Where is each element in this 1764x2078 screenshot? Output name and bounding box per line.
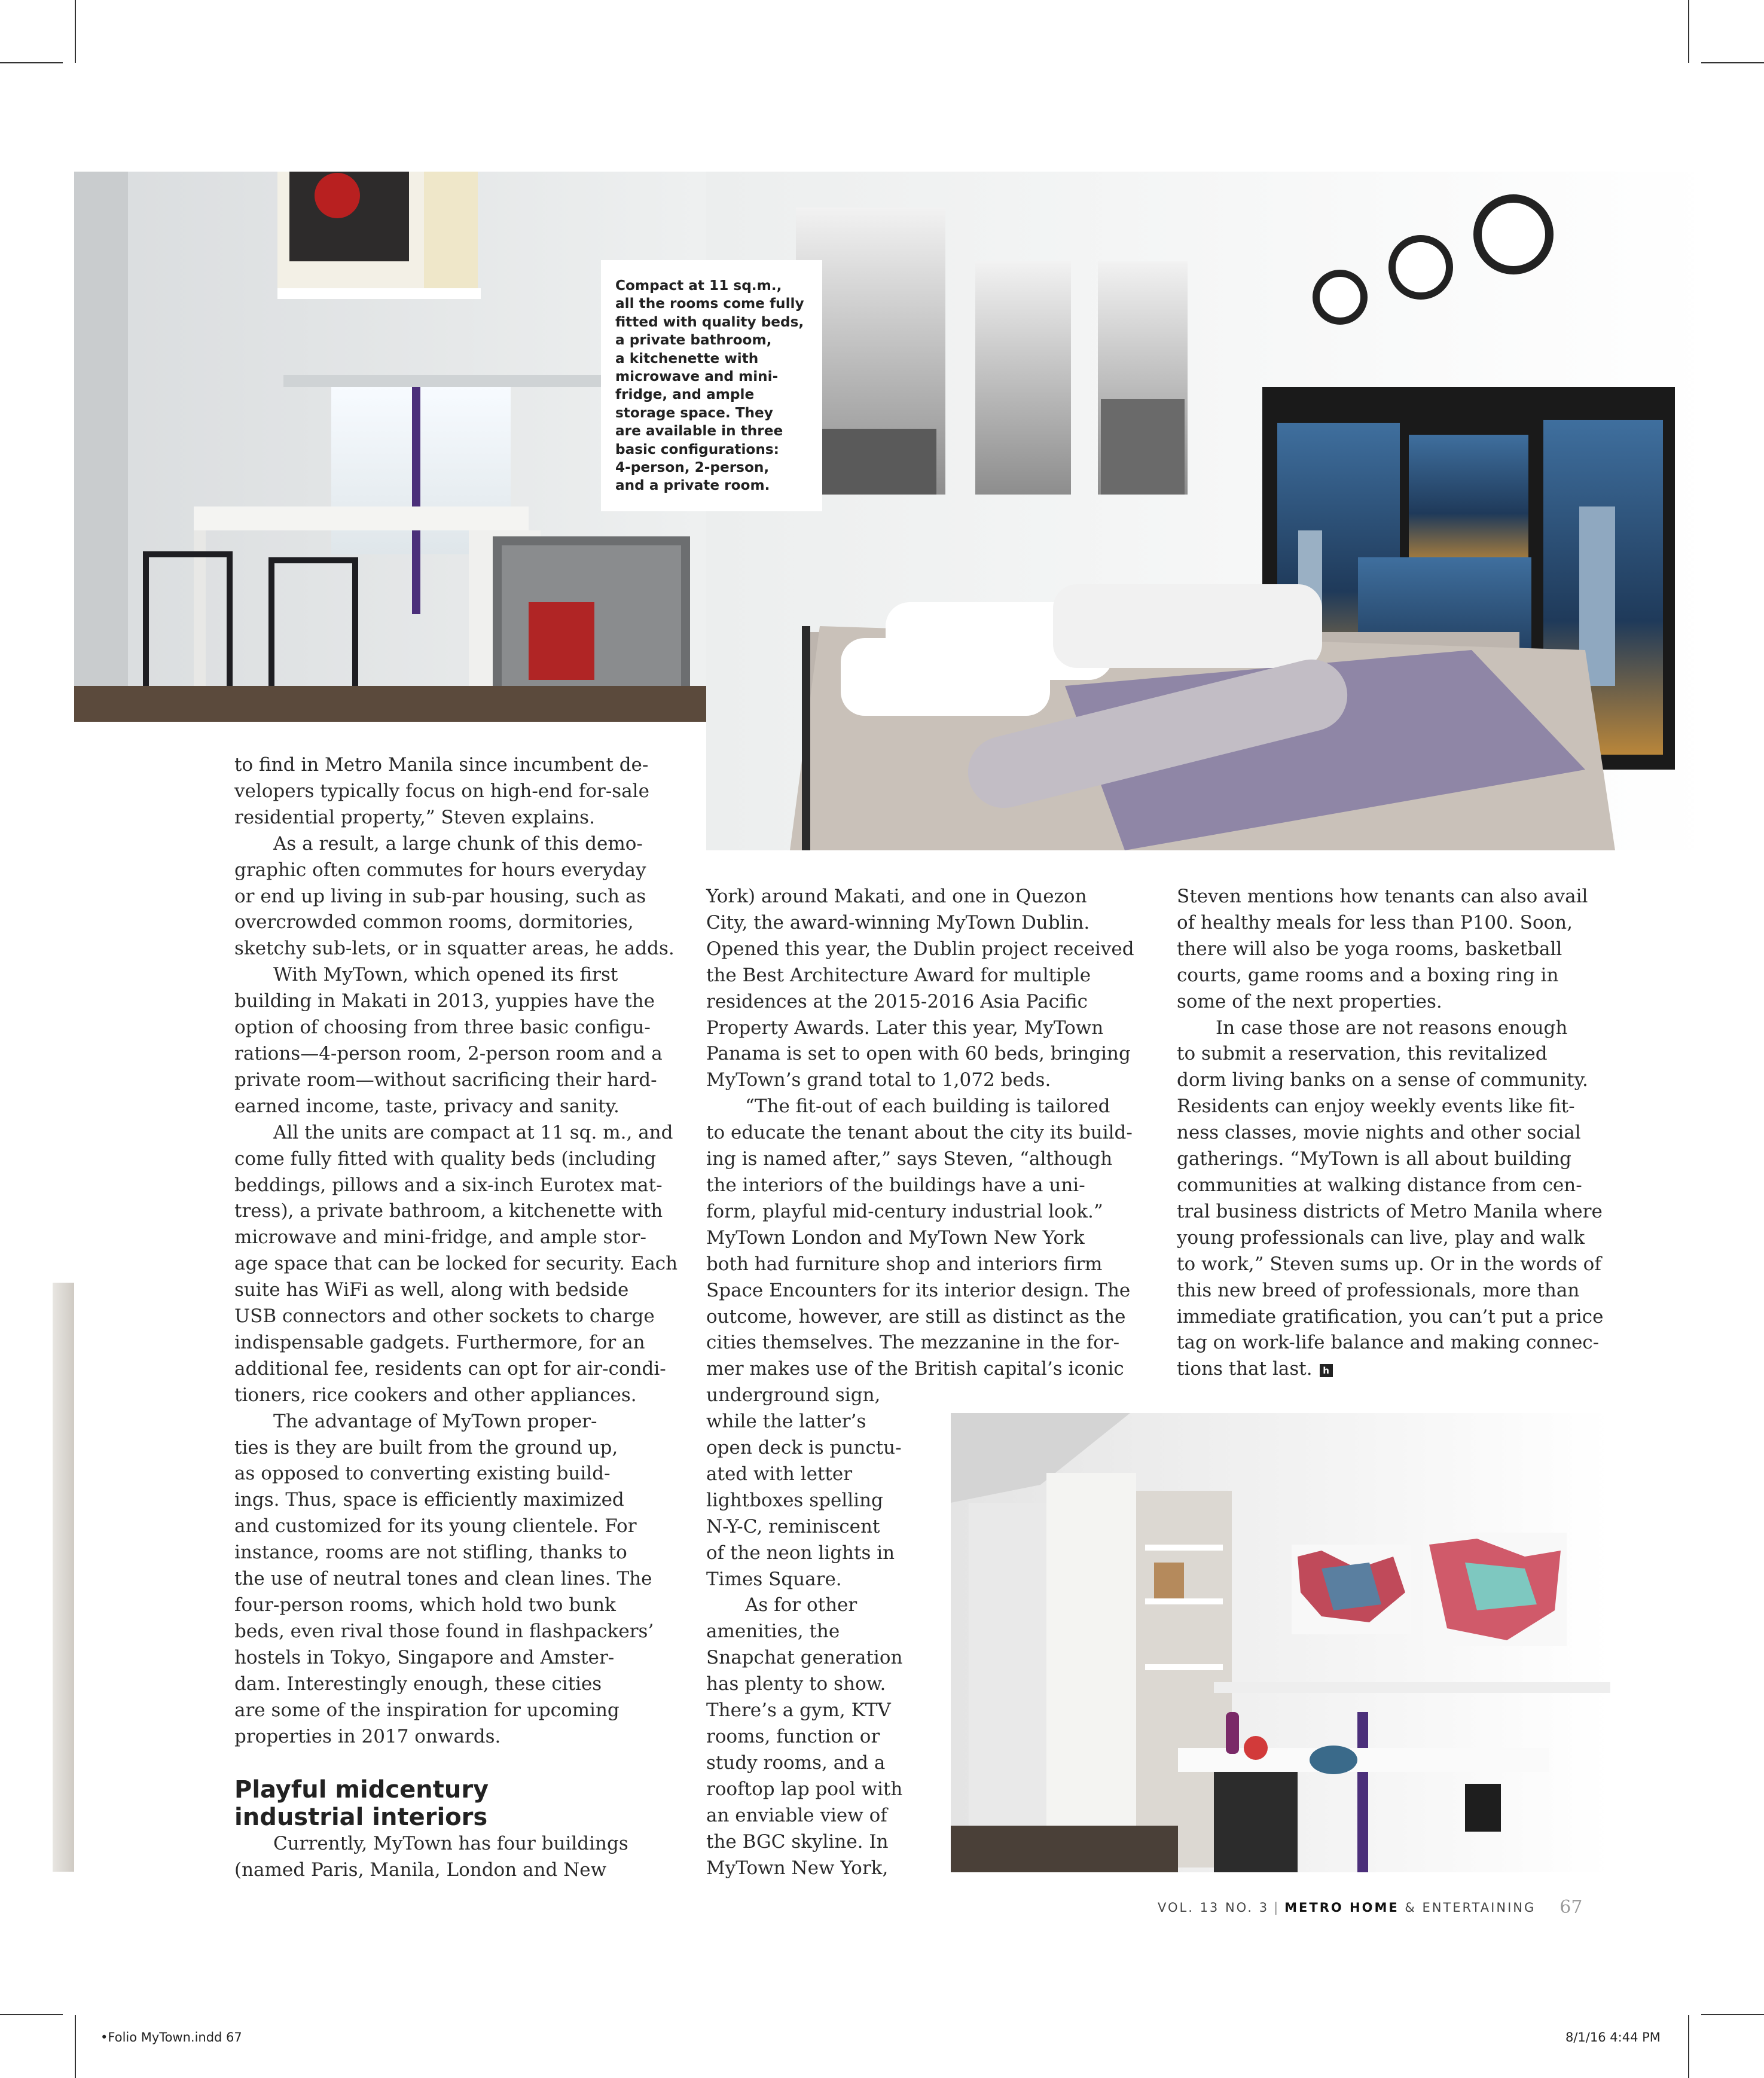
body-line: amenities, the xyxy=(706,1621,840,1643)
body-line: communities at walking distance from cen- xyxy=(1177,1174,1582,1196)
crop-mark xyxy=(1688,2015,1689,2078)
body-line: study rooms, and a xyxy=(706,1751,886,1774)
body-line: Snapchat generation xyxy=(706,1647,903,1669)
body-line: an enviable view of xyxy=(706,1804,887,1826)
body-line: some of the next properties. xyxy=(1177,990,1442,1012)
body-line: velopers typically focus on high-end for-sale xyxy=(234,780,649,802)
body-line: ated with letter xyxy=(706,1463,853,1485)
caption-line: Compact at 11 sq.m., xyxy=(615,277,782,294)
body-line: both had furniture shop and interiors firm xyxy=(706,1253,1103,1275)
body-line: tag on work-life balance and making connec- xyxy=(1177,1332,1600,1354)
body-line: outcome, however, are still as distinct as the xyxy=(706,1305,1126,1328)
crop-mark xyxy=(0,2014,63,2015)
body-line: cities themselves. The mezzanine in the for- xyxy=(706,1332,1120,1354)
body-line: dorm living banks on a sense of community. xyxy=(1177,1069,1588,1091)
body-line: the Best Architecture Award for multiple xyxy=(706,964,1091,986)
body-line: rooftop lap pool with xyxy=(706,1778,903,1800)
body-line: to educate the tenant about the city its build- xyxy=(706,1122,1133,1144)
body-line: ties is they are built from the ground up, xyxy=(234,1436,618,1458)
body-line: City, the award-winning MyTown Dublin. xyxy=(706,911,1090,933)
body-line: of healthy meals for less than P100. Soon, xyxy=(1177,911,1573,933)
body-line: MyTown London and MyTown New York xyxy=(706,1226,1085,1249)
body-line: this new breed of professionals, more than xyxy=(1177,1279,1580,1301)
body-line: mer makes use of the British capital’s iconic xyxy=(706,1358,1124,1380)
body-line: underground sign, xyxy=(706,1384,881,1406)
body-line: earned income, taste, privacy and sanity. xyxy=(234,1095,619,1117)
section-spacer xyxy=(234,1750,671,1776)
body-line: tress), a private bathroom, a kitchenette with xyxy=(234,1200,663,1222)
body-line: USB connectors and other sockets to charge xyxy=(234,1305,655,1328)
body-line: rooms, function or xyxy=(706,1726,880,1747)
body-line: indispensable gadgets. Furthermore, for an xyxy=(234,1331,645,1353)
room-photo-desk xyxy=(951,1413,1610,1872)
room-photo-bedroom xyxy=(706,172,1712,850)
article-column-3 xyxy=(1177,884,1619,1383)
photo-caption xyxy=(601,260,822,511)
body-line: York) around Makati, and one in Quezon xyxy=(706,886,1087,907)
body-line: “The fit-out of each building is tailored xyxy=(745,1096,1110,1118)
body-line: immediate gratification, you can’t put a price xyxy=(1177,1305,1604,1328)
body-line: graphic often commutes for hours everyday xyxy=(234,859,646,881)
caption-line: and a private room. xyxy=(615,477,770,494)
body-line: young professionals can live, play and walk xyxy=(1177,1226,1585,1249)
crop-mark xyxy=(1701,2014,1764,2015)
body-line: The advantage of MyTown proper- xyxy=(273,1410,597,1432)
body-line: and customized for its young clientele. For xyxy=(234,1515,637,1537)
body-line: Residents can enjoy weekly events like fit- xyxy=(1177,1096,1575,1118)
section-heading: industrial interiors xyxy=(234,1804,488,1832)
body-line: sketchy sub-lets, or in squatter areas, he adds. xyxy=(234,938,675,960)
body-line: ing is named after,” says Steven, “although xyxy=(706,1148,1113,1170)
body-line: to work,” Steven sums up. Or in the words of xyxy=(1177,1253,1601,1275)
body-line: tral business districts of Metro Manila where xyxy=(1177,1200,1603,1222)
body-line: hostels in Tokyo, Singapore and Amster- xyxy=(234,1646,615,1668)
body-line: As for other xyxy=(745,1594,857,1616)
body-line: MyTown’s grand total to 1,072 beds. xyxy=(706,1069,1051,1091)
desk-room-illustration xyxy=(951,1413,1610,1872)
slug-file-name: •Folio MyTown.indd 67 xyxy=(100,2030,242,2045)
caption-line: fitted with quality beds, xyxy=(615,313,804,330)
body-line: ness classes, movie nights and other social xyxy=(1177,1122,1581,1144)
body-line: tioners, rice cookers and other appliances. xyxy=(234,1384,637,1406)
body-line: MyTown New York, xyxy=(706,1857,889,1879)
body-line: gatherings. “MyTown is all about building xyxy=(1177,1148,1571,1170)
body-line: residences at the 2015-2016 Asia Pacific xyxy=(706,990,1088,1012)
body-line: beddings, pillows and a six-inch Eurotex mat- xyxy=(234,1174,663,1196)
body-line: courts, game rooms and a boxing ring in xyxy=(1177,964,1559,986)
caption-line: a kitchenette with xyxy=(615,350,759,367)
body-line: the interiors of the buildings have a uni- xyxy=(706,1174,1085,1196)
body-line: as opposed to converting existing build- xyxy=(234,1463,611,1485)
caption-line: all the rooms come fully xyxy=(615,295,804,312)
page-number: 67 xyxy=(1559,1897,1583,1918)
body-line: Times Square. xyxy=(706,1568,842,1590)
body-line: N-Y-C, reminiscent xyxy=(706,1515,880,1537)
end-mark-icon: h xyxy=(1320,1364,1333,1377)
body-line: There’s a gym, KTV xyxy=(706,1699,891,1722)
body-line: Space Encounters for its interior design. The xyxy=(706,1279,1131,1301)
body-line: of the neon lights in xyxy=(706,1542,895,1564)
body-line: form, playful mid-century industrial look.” xyxy=(706,1200,1103,1222)
caption-line: basic configurations: xyxy=(615,441,779,457)
body-line-last xyxy=(1177,1356,1619,1383)
body-line: the use of neutral tones and clean lines. The xyxy=(234,1568,652,1590)
body-line: ings. Thus, space is efficiently maximized xyxy=(234,1489,624,1511)
slug-date: 8/1/16 4:44 PM xyxy=(1565,2030,1661,2045)
body-line: are some of the inspiration for upcoming xyxy=(234,1699,619,1721)
caption-line: fridge, and ample xyxy=(615,386,755,403)
body-line: building in Makati in 2013, yuppies have the xyxy=(234,990,655,1012)
magazine-name-rest: & ENTERTAINING xyxy=(1405,1900,1536,1915)
body-line: there will also be yoga rooms, basketball xyxy=(1177,938,1562,960)
body-line: option of choosing from three basic configu- xyxy=(234,1017,651,1039)
body-line: lightboxes spelling xyxy=(706,1489,883,1511)
body-line: come fully fitted with quality beds (including xyxy=(234,1148,657,1170)
body-line: With MyTown, which opened its first xyxy=(273,964,618,986)
issue-number: VOL. 13 NO. 3 xyxy=(1158,1900,1269,1915)
body-line: while the latter’s xyxy=(706,1411,866,1433)
body-line: to find in Metro Manila since incumbent de- xyxy=(234,754,649,776)
body-line: private room—without sacrificing their hard- xyxy=(234,1069,657,1091)
body-line: dam. Interestingly enough, these cities xyxy=(234,1673,602,1695)
body-line: Panama is set to open with 60 beds, bringing xyxy=(706,1043,1131,1065)
body-line: open deck is punctu- xyxy=(706,1437,902,1459)
page-folio xyxy=(1158,1897,1612,1921)
body-line: Steven mentions how tenants can also avail xyxy=(1177,886,1588,907)
caption-line: microwave and mini- xyxy=(615,368,779,385)
crop-mark xyxy=(1688,0,1689,63)
body-line: to submit a reservation, this revitalized xyxy=(1177,1043,1548,1065)
body-line: Currently, MyTown has four buildings xyxy=(273,1833,628,1855)
body-line: As a result, a large chunk of this demo- xyxy=(273,832,643,855)
folio-divider: | xyxy=(1274,1900,1280,1915)
article-column-1 xyxy=(234,752,678,1884)
caption-line: are available in three xyxy=(615,423,783,440)
body-line: microwave and mini-fridge, and ample stor- xyxy=(234,1226,646,1249)
bedroom-illustration xyxy=(706,172,1712,850)
body-line: In case those are not reasons enough xyxy=(1216,1017,1568,1039)
body-line: Opened this year, the Dublin project received xyxy=(706,938,1134,960)
caption-line: storage space. They xyxy=(615,404,773,421)
body-line: or end up living in sub-par housing, such as xyxy=(234,885,646,907)
body-line: residential property,” Steven explains. xyxy=(234,806,595,828)
crop-mark xyxy=(0,62,63,63)
section-heading: Playful midcentury xyxy=(234,1776,489,1804)
facing-page-photo-edge xyxy=(53,1283,74,1872)
body-line: suite has WiFi as well, along with bedside xyxy=(234,1279,629,1301)
body-line: rations—4-person room, 2-person room and a xyxy=(234,1042,663,1064)
body-line: the BGC skyline. In xyxy=(706,1830,889,1853)
body-line: tions that last. xyxy=(1177,1358,1313,1380)
body-line: (named Paris, Manila, London and New xyxy=(234,1859,607,1881)
crop-mark xyxy=(75,0,76,63)
body-line: properties in 2017 onwards. xyxy=(234,1725,501,1747)
magazine-name: METRO HOME xyxy=(1284,1900,1399,1915)
body-line: overcrowded common rooms, dormitories, xyxy=(234,911,634,933)
caption-line: a private bathroom, xyxy=(615,332,772,349)
body-line: has plenty to show. xyxy=(706,1673,886,1695)
body-line: All the units are compact at 11 sq. m., and xyxy=(273,1121,673,1143)
body-line: age space that can be locked for security. Each xyxy=(234,1253,678,1275)
body-line: additional fee, residents can opt for air-condi- xyxy=(234,1357,666,1380)
body-line: beds, even rival those found in flashpackers’ xyxy=(234,1620,654,1642)
caption-line: 4-person, 2-person, xyxy=(615,459,770,476)
crop-mark xyxy=(1701,62,1764,63)
crop-mark xyxy=(75,2015,76,2078)
body-line: four-person rooms, which hold two bunk xyxy=(234,1594,616,1616)
body-line: instance, rooms are not stifling, thanks to xyxy=(234,1542,627,1564)
body-line: Property Awards. Later this year, MyTown xyxy=(706,1017,1104,1039)
